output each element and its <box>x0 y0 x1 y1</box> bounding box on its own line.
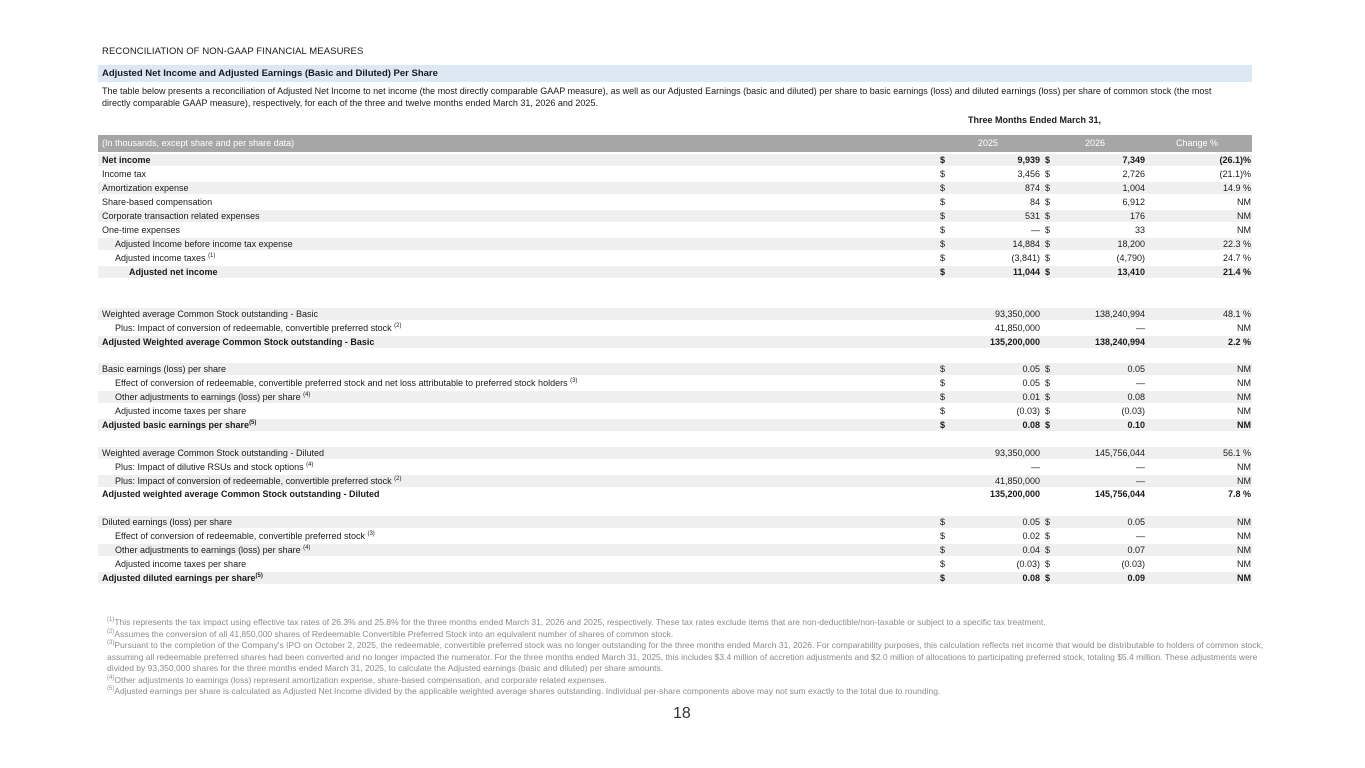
value-2025: (3,841) <box>1011 253 1040 263</box>
value-2025: 84 <box>1029 197 1040 207</box>
dollar-sign-2025: $ <box>940 253 946 263</box>
table-row <box>98 266 1252 278</box>
value-2025: 41,850,000 <box>994 476 1040 486</box>
change-percent: NM <box>1237 323 1251 333</box>
value-2026: 0.10 <box>1127 420 1145 430</box>
row-label: Corporate transaction related expenses <box>102 211 260 221</box>
row-label: Plus: Impact of conversion of redeemable, convertible preferred stock $^{(2)}$ <box>115 323 402 333</box>
row-label: Adjusted Weighted average Common Stock outstanding - Basic <box>102 337 375 347</box>
value-2025: (0.03) <box>1016 406 1040 416</box>
row-label: Adjusted weighted average Common Stock outstanding - Diluted <box>102 489 380 499</box>
dollar-sign-2025: $ <box>940 517 946 527</box>
change-percent: (21.1)% <box>1219 169 1251 179</box>
dollar-sign-2026: $ <box>1045 364 1051 374</box>
change-percent: NM <box>1237 573 1251 583</box>
value-2026: 176 <box>1129 211 1145 221</box>
change-percent: 48.1 % <box>1222 309 1251 319</box>
value-2026: 6,912 <box>1122 197 1145 207</box>
value-2025: 0.02 <box>1022 531 1040 541</box>
value-2025: 14,884 <box>1012 239 1040 249</box>
change-percent: 56.1 % <box>1222 448 1251 458</box>
value-2025: 3,456 <box>1017 169 1040 179</box>
value-2026: 0.09 <box>1127 573 1145 583</box>
table-row <box>98 447 1252 459</box>
col-header-2025: 2025 <box>978 138 999 148</box>
dollar-sign-2026: $ <box>1045 406 1051 416</box>
row-label: Effect of conversion of redeemable, convertible preferred stock $^{(3)}$ <box>115 531 375 541</box>
change-percent: 21.4 % <box>1222 267 1251 277</box>
change-percent: NM <box>1237 225 1251 235</box>
row-label: Adjusted Income before income tax expense <box>115 239 293 249</box>
value-2025: — <box>1031 462 1040 472</box>
col-header-change: Change % <box>1176 138 1219 148</box>
intro-paragraph: The table below presents a reconciliation of Adjusted Net Income to net income (the most directly comparable GAAP measure), as well as our Adjusted Earnings (basic and diluted) per share to basic earnings (loss) and diluted earnings (loss) per share of common stock (the most directly comparable GAAP measure), respectively, for each of the three and twelve months ended March 31, 2026 and 2025. <box>102 86 1212 108</box>
dollar-sign-2026: $ <box>1045 211 1051 221</box>
row-label: Plus: Impact of conversion of redeemable, convertible preferred stock $^{(2)}$ <box>115 476 402 486</box>
dollar-sign-2025: $ <box>940 545 946 555</box>
table-row <box>98 238 1252 250</box>
value-2025: 874 <box>1024 183 1040 193</box>
row-label: One-time expenses <box>102 225 181 235</box>
table-row <box>98 322 1252 334</box>
change-percent: NM <box>1237 420 1251 430</box>
footnote-marker: (3) <box>570 378 578 384</box>
footnote-number: (3) <box>107 640 115 646</box>
dollar-sign-2025: $ <box>940 155 946 165</box>
dollar-sign-2025: $ <box>940 364 946 374</box>
change-percent: NM <box>1237 517 1251 527</box>
footnote-text: Pursuant to the completion of the Company's IPO on October 2, 2025, the redeemable, convertible preferred stock was no longer outstanding for the three months ended March 31, 2026. For comparability purposes, this calculation reflects net income that would be distributable to holders of common stock, assuming all redeemable preferred shares had been converted and no longer impacted the numerator. For the three months ended March 31, 2025, this includes $3.4 million of accretion adjustments and $2.0 million of allocations to participating preferred stock, totaling $5.4 million. These adjustments were divided by 93,350,000 shares for the three months ended March 31, 2025, to calculate the Adjusted earnings (basic and diluted) per share amounts. <box>107 640 1264 673</box>
footnote-text: This represents the tax impact using effective tax rates of 26.3% and 25.8% for the three months ended March 31, 2026 and 2025, respectively. These tax rates exclude items that are non-deductible/non-taxable or subject to a specific tax treatment. <box>114 617 1046 627</box>
table-row <box>98 196 1252 208</box>
dollar-sign-2026: $ <box>1045 267 1051 277</box>
change-percent: NM <box>1237 378 1251 388</box>
table-row <box>98 182 1252 194</box>
change-percent: 14.9 % <box>1222 183 1251 193</box>
table-row <box>98 544 1252 556</box>
row-label: Plus: Impact of dilutive RSUs and stock options $^{(4)}$ <box>115 462 314 472</box>
change-percent: NM <box>1237 364 1251 374</box>
table-row <box>98 488 1252 500</box>
value-2026: 145,756,044 <box>1094 448 1145 458</box>
change-percent: NM <box>1237 545 1251 555</box>
value-2025: 0.04 <box>1022 545 1040 555</box>
change-percent: NM <box>1237 406 1251 416</box>
row-label: Adjusted net income <box>129 267 218 277</box>
page-number: 18 <box>673 705 691 722</box>
footnote <box>107 675 1267 687</box>
change-percent: NM <box>1237 559 1251 569</box>
footnote-text: Other adjustments to earnings (loss) represent amortization expense, share-based compensation, and corporate related expenses. <box>114 674 607 685</box>
col-header-2026: 2026 <box>1085 138 1106 148</box>
value-2025: (0.03) <box>1016 559 1040 569</box>
col-header-label: (In thousands, except share and per share data) <box>102 138 295 148</box>
table-row <box>98 572 1252 584</box>
change-percent: NM <box>1237 197 1251 207</box>
value-2026: 138,240,994 <box>1094 309 1145 319</box>
table-row <box>98 475 1252 487</box>
dollar-sign-2026: $ <box>1045 392 1051 402</box>
footnote-marker: (3) <box>367 531 375 537</box>
row-label: Basic earnings (loss) per share <box>102 364 227 374</box>
dollar-sign-2025: $ <box>940 378 946 388</box>
value-2025: 0.05 <box>1022 378 1040 388</box>
change-percent: 24.7 % <box>1222 253 1251 263</box>
period-header: Three Months Ended March 31, <box>968 115 1102 125</box>
value-2026: 2,726 <box>1122 169 1145 179</box>
footnotes <box>107 617 1267 698</box>
dollar-sign-2025: $ <box>940 267 946 277</box>
change-percent: 7.8 % <box>1227 489 1251 499</box>
value-2025: 0.08 <box>1022 573 1040 583</box>
dollar-sign-2025: $ <box>940 573 946 583</box>
row-label: Net income <box>102 155 151 165</box>
footnote <box>107 629 1267 641</box>
row-label: Adjusted diluted earnings per share$^{(5)}$ <box>102 573 263 583</box>
table-row <box>98 558 1252 570</box>
value-2026: 33 <box>1134 225 1145 235</box>
table-row <box>98 154 1252 166</box>
row-label: Adjusted income taxes $^{(1)}$ <box>115 253 216 263</box>
value-2025: 0.05 <box>1022 364 1040 374</box>
table-row <box>98 308 1252 320</box>
dollar-sign-2025: $ <box>940 531 946 541</box>
value-2026: 0.05 <box>1127 517 1145 527</box>
footnote-marker: (2) <box>394 476 402 482</box>
dollar-sign-2026: $ <box>1045 378 1051 388</box>
footnote <box>107 640 1267 675</box>
dollar-sign-2025: $ <box>940 169 946 179</box>
dollar-sign-2026: $ <box>1045 573 1051 583</box>
table-row <box>98 391 1252 403</box>
footnote <box>107 617 1267 629</box>
dollar-sign-2025: $ <box>940 183 946 193</box>
value-2025: 11,044 <box>1012 267 1040 277</box>
table-row <box>98 168 1252 180</box>
dollar-sign-2025: $ <box>940 211 946 221</box>
row-label: Effect of conversion of redeemable, convertible preferred stock and net loss attributable to preferred stock holders $^{(3)}$ <box>115 378 578 388</box>
value-2025: 0.08 <box>1022 420 1040 430</box>
row-label: Adjusted basic earnings per share$^{(5)}$ <box>102 420 257 430</box>
table-row <box>98 461 1252 473</box>
dollar-sign-2026: $ <box>1045 545 1051 555</box>
footnote-text: Assumes the conversion of all 41,850,000 shares of Redeemable Convertible Preferred Stock into an equivalent number of shares of common stock. <box>114 628 674 639</box>
value-2025: 0.05 <box>1022 517 1040 527</box>
value-2026: 138,240,994 <box>1094 337 1145 347</box>
value-2026: 1,004 <box>1122 183 1145 193</box>
footnote-marker: (4) <box>303 545 311 551</box>
value-2026: (0.03) <box>1121 406 1145 416</box>
table-row <box>98 224 1252 236</box>
row-label: Weighted average Common Stock outstanding - Diluted <box>102 448 324 458</box>
table-header <box>98 135 1252 152</box>
dollar-sign-2026: $ <box>1045 517 1051 527</box>
value-2026: 7,349 <box>1122 155 1145 165</box>
footnote-marker: (4) <box>306 462 314 468</box>
value-2025: 0.01 <box>1022 392 1040 402</box>
dollar-sign-2025: $ <box>940 392 946 402</box>
value-2026: (0.03) <box>1121 559 1145 569</box>
table-row <box>98 516 1252 528</box>
section-subtitle: Adjusted Net Income and Adjusted Earnings (Basic and Diluted) Per Share <box>98 65 1252 82</box>
change-percent: NM <box>1237 531 1251 541</box>
row-label: Share-based compensation <box>102 197 213 207</box>
footnote <box>107 686 1267 698</box>
value-2026: — <box>1136 476 1145 486</box>
value-2025: — <box>1031 225 1040 235</box>
value-2025: 531 <box>1024 211 1040 221</box>
table-row <box>98 252 1252 264</box>
change-percent: 2.2 % <box>1227 337 1251 347</box>
dollar-sign-2026: $ <box>1045 531 1051 541</box>
row-label: Diluted earnings (loss) per share <box>102 517 233 527</box>
change-percent: NM <box>1237 211 1251 221</box>
dollar-sign-2025: $ <box>940 197 946 207</box>
value-2025: 135,200,000 <box>989 489 1040 499</box>
row-label: Weighted average Common Stock outstanding - Basic <box>102 309 318 319</box>
value-2025: 9,939 <box>1017 155 1040 165</box>
footnote-number: (1) <box>107 617 115 623</box>
dollar-sign-2025: $ <box>940 225 946 235</box>
change-percent: NM <box>1237 462 1251 472</box>
value-2026: — <box>1136 462 1145 472</box>
row-label: Income tax <box>102 169 147 179</box>
value-2026: 145,756,044 <box>1094 489 1145 499</box>
table-row <box>98 210 1252 222</box>
dollar-sign-2026: $ <box>1045 225 1051 235</box>
row-label: Other adjustments to earnings (loss) per share $^{(4)}$ <box>115 545 311 555</box>
table-row <box>98 530 1252 542</box>
footnote-number: (4) <box>107 674 115 681</box>
value-2026: 0.07 <box>1127 545 1145 555</box>
footnote-marker: (5) <box>255 573 263 579</box>
dollar-sign-2026: $ <box>1045 197 1051 207</box>
value-2026: — <box>1136 378 1145 388</box>
value-2026: 18,200 <box>1117 239 1145 249</box>
dollar-sign-2026: $ <box>1045 169 1051 179</box>
row-label: Amortization expense <box>102 183 189 193</box>
table-row <box>98 336 1252 348</box>
value-2026: 13,410 <box>1117 267 1145 277</box>
footnote-marker: (5) <box>249 420 257 426</box>
footnote-number: (5) <box>107 686 115 692</box>
table-row <box>98 363 1252 375</box>
dollar-sign-2026: $ <box>1045 253 1051 263</box>
dollar-sign-2026: $ <box>1045 183 1051 193</box>
dollar-sign-2026: $ <box>1045 559 1051 569</box>
dollar-sign-2026: $ <box>1045 420 1051 430</box>
value-2025: 41,850,000 <box>994 323 1040 333</box>
footnote-marker: (2) <box>394 323 402 329</box>
value-2026: 0.08 <box>1127 392 1145 402</box>
value-2026: (4,790) <box>1116 253 1145 263</box>
value-2026: 0.05 <box>1127 364 1145 374</box>
table-row <box>98 419 1252 431</box>
value-2025: 93,350,000 <box>994 448 1040 458</box>
dollar-sign-2025: $ <box>940 406 946 416</box>
table-row <box>98 405 1252 417</box>
row-label: Other adjustments to earnings (loss) per share $^{(4)}$ <box>115 392 311 402</box>
row-label: Adjusted income taxes per share <box>115 559 247 569</box>
change-percent: 22.3 % <box>1222 239 1251 249</box>
change-percent: NM <box>1237 392 1251 402</box>
table-row <box>98 377 1252 389</box>
value-2026: — <box>1136 323 1145 333</box>
change-percent: NM <box>1237 476 1251 486</box>
dollar-sign-2025: $ <box>940 559 946 569</box>
value-2025: 135,200,000 <box>989 337 1040 347</box>
dollar-sign-2026: $ <box>1045 239 1051 249</box>
footnote-number: (2) <box>107 628 115 635</box>
dollar-sign-2025: $ <box>940 420 946 430</box>
change-percent: (26.1)% <box>1219 155 1251 165</box>
row-label: Adjusted income taxes per share <box>115 406 247 416</box>
dollar-sign-2025: $ <box>940 239 946 249</box>
value-2026: — <box>1136 531 1145 541</box>
value-2025: 93,350,000 <box>994 309 1040 319</box>
dollar-sign-2026: $ <box>1045 155 1051 165</box>
footnote-marker: (1) <box>208 253 216 259</box>
page-title: RECONCILIATION OF NON-GAAP FINANCIAL MEASURES <box>102 46 364 57</box>
footnote-text: Adjusted earnings per share is calculated as Adjusted Net Income divided by the applicable weighted average shares outstanding. Individual per-share components above may not sum exactly to the total due to rounding. <box>114 686 941 696</box>
footnote-marker: (4) <box>303 392 311 398</box>
